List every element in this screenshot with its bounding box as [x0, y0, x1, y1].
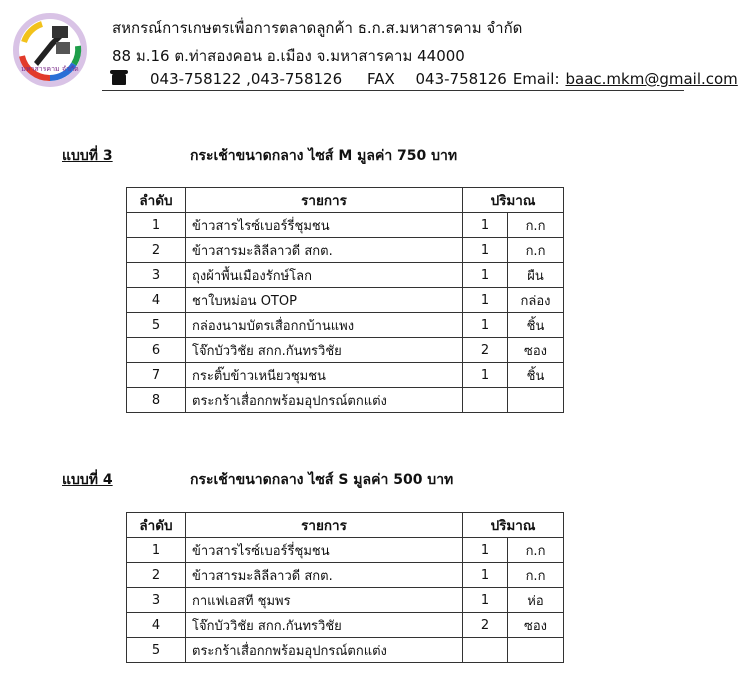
fax-label: FAX	[366, 70, 395, 88]
section-label: แบบที่ 3	[62, 148, 113, 164]
col-header-no: ลำดับ	[127, 188, 186, 213]
row-unit: ก.ก	[508, 213, 564, 238]
row-unit: ผืน	[508, 263, 564, 288]
row-quantity: 1	[463, 213, 508, 238]
table-row	[127, 563, 564, 588]
row-item: โจ๊กบัววิชัย สกก.กันทรวิชัย	[186, 338, 463, 363]
header-divider	[102, 90, 684, 91]
table-row	[127, 238, 564, 263]
items-table-4	[126, 512, 564, 663]
row-item: กล่องนามบัตรเสื่อกกบ้านแพง	[186, 313, 463, 338]
org-name: สหกรณ์การเกษตรเพื่อการตลาดลูกค้า ธ.ก.ส.มหาสารคาม จำกัด	[112, 19, 523, 37]
table-body	[127, 538, 564, 663]
table-row	[127, 588, 564, 613]
row-quantity: 1	[463, 238, 508, 263]
row-number: 2	[127, 238, 186, 263]
row-unit: ชิ้น	[508, 313, 564, 338]
section-title-4	[62, 469, 453, 491]
row-number: 5	[127, 313, 186, 338]
table-row	[127, 288, 564, 313]
row-item: ตระกร้าเสื่อกกพร้อมอุปกรณ์ตกแต่ง	[186, 388, 463, 413]
row-item: ถุงผ้าพื้นเมืองรักษ์โลก	[186, 263, 463, 288]
section-title-3	[62, 145, 457, 167]
table-row	[127, 338, 564, 363]
row-item: โจ๊กบัววิชัย สกก.กันทรวิชัย	[186, 613, 463, 638]
row-number: 8	[127, 388, 186, 413]
row-number: 1	[127, 538, 186, 563]
table-body	[127, 213, 564, 413]
row-number: 3	[127, 263, 186, 288]
col-header-item: รายการ	[186, 513, 463, 538]
phone-number: 043-758122 ,043-758126	[150, 70, 343, 88]
row-item: กระติ๊บข้าวเหนียวชุมชน	[186, 363, 463, 388]
row-quantity: 1	[463, 363, 508, 388]
row-quantity: 1	[463, 288, 508, 313]
row-number: 4	[127, 613, 186, 638]
row-quantity: 2	[463, 613, 508, 638]
table-row	[127, 363, 564, 388]
row-number: 6	[127, 338, 186, 363]
row-quantity: 1	[463, 538, 508, 563]
row-quantity: 1	[463, 263, 508, 288]
row-number: 4	[127, 288, 186, 313]
section-description: กระเช้าขนาดกลาง ไซส์ S มูลค่า 500 บาท	[190, 472, 454, 488]
table-row	[127, 313, 564, 338]
row-number: 2	[127, 563, 186, 588]
col-header-item: รายการ	[186, 188, 463, 213]
col-header-qty: ปริมาณ	[463, 513, 564, 538]
table-row	[127, 388, 564, 413]
row-unit: ชิ้น	[508, 363, 564, 388]
contact-line	[112, 70, 738, 88]
org-address: 88 ม.16 ต.ท่าสองคอน อ.เมือง จ.มหาสารคาม 44000	[112, 47, 465, 65]
col-header-no: ลำดับ	[127, 513, 186, 538]
table-row	[127, 213, 564, 238]
row-quantity: 1	[463, 588, 508, 613]
row-item: ตระกร้าเสื่อกกพร้อมอุปกรณ์ตกแต่ง	[186, 638, 463, 663]
row-item: กาแฟเอสที ชุมพร	[186, 588, 463, 613]
row-unit: ห่อ	[508, 588, 564, 613]
row-item: ข้าวสารไรซ์เบอร์รี่ชุมชน	[186, 538, 463, 563]
row-quantity: 1	[463, 563, 508, 588]
table-header-row	[127, 513, 564, 538]
row-item: ข้าวสารมะลิลีลาวดี สกต.	[186, 238, 463, 263]
table-row	[127, 263, 564, 288]
table-row	[127, 638, 564, 663]
row-quantity: 2	[463, 338, 508, 363]
table-row	[127, 538, 564, 563]
row-number: 3	[127, 588, 186, 613]
row-quantity: 1	[463, 313, 508, 338]
items-table-3	[126, 187, 564, 413]
phone-icon	[112, 73, 126, 85]
row-number: 1	[127, 213, 186, 238]
col-header-qty: ปริมาณ	[463, 188, 564, 213]
row-quantity	[463, 638, 508, 663]
table-row	[127, 613, 564, 638]
row-item: ชาใบหม่อน OTOP	[186, 288, 463, 313]
row-quantity	[463, 388, 508, 413]
section-label: แบบที่ 4	[62, 472, 113, 488]
cooperative-logo	[12, 12, 88, 88]
row-unit: ก.ก	[508, 563, 564, 588]
row-unit	[508, 388, 564, 413]
row-unit: ซอง	[508, 613, 564, 638]
fax-number: 043-758126	[415, 70, 507, 88]
table-header-row	[127, 188, 564, 213]
row-unit: ก.ก	[508, 238, 564, 263]
row-unit: ซอง	[508, 338, 564, 363]
email-link[interactable]: baac.mkm@gmail.com	[565, 70, 738, 88]
row-unit	[508, 638, 564, 663]
row-unit: กล่อง	[508, 288, 564, 313]
row-number: 5	[127, 638, 186, 663]
section-description: กระเช้าขนาดกลาง ไซส์ M มูลค่า 750 บาท	[190, 148, 458, 164]
row-unit: ก.ก	[508, 538, 564, 563]
email-label: Email:	[512, 70, 560, 88]
row-item: ข้าวสารมะลิลีลาวดี สกต.	[186, 563, 463, 588]
row-number: 7	[127, 363, 186, 388]
logo-text: มหาสารคาม จำกัด	[21, 65, 79, 73]
row-item: ข้าวสารไรซ์เบอร์รี่ชุมชน	[186, 213, 463, 238]
